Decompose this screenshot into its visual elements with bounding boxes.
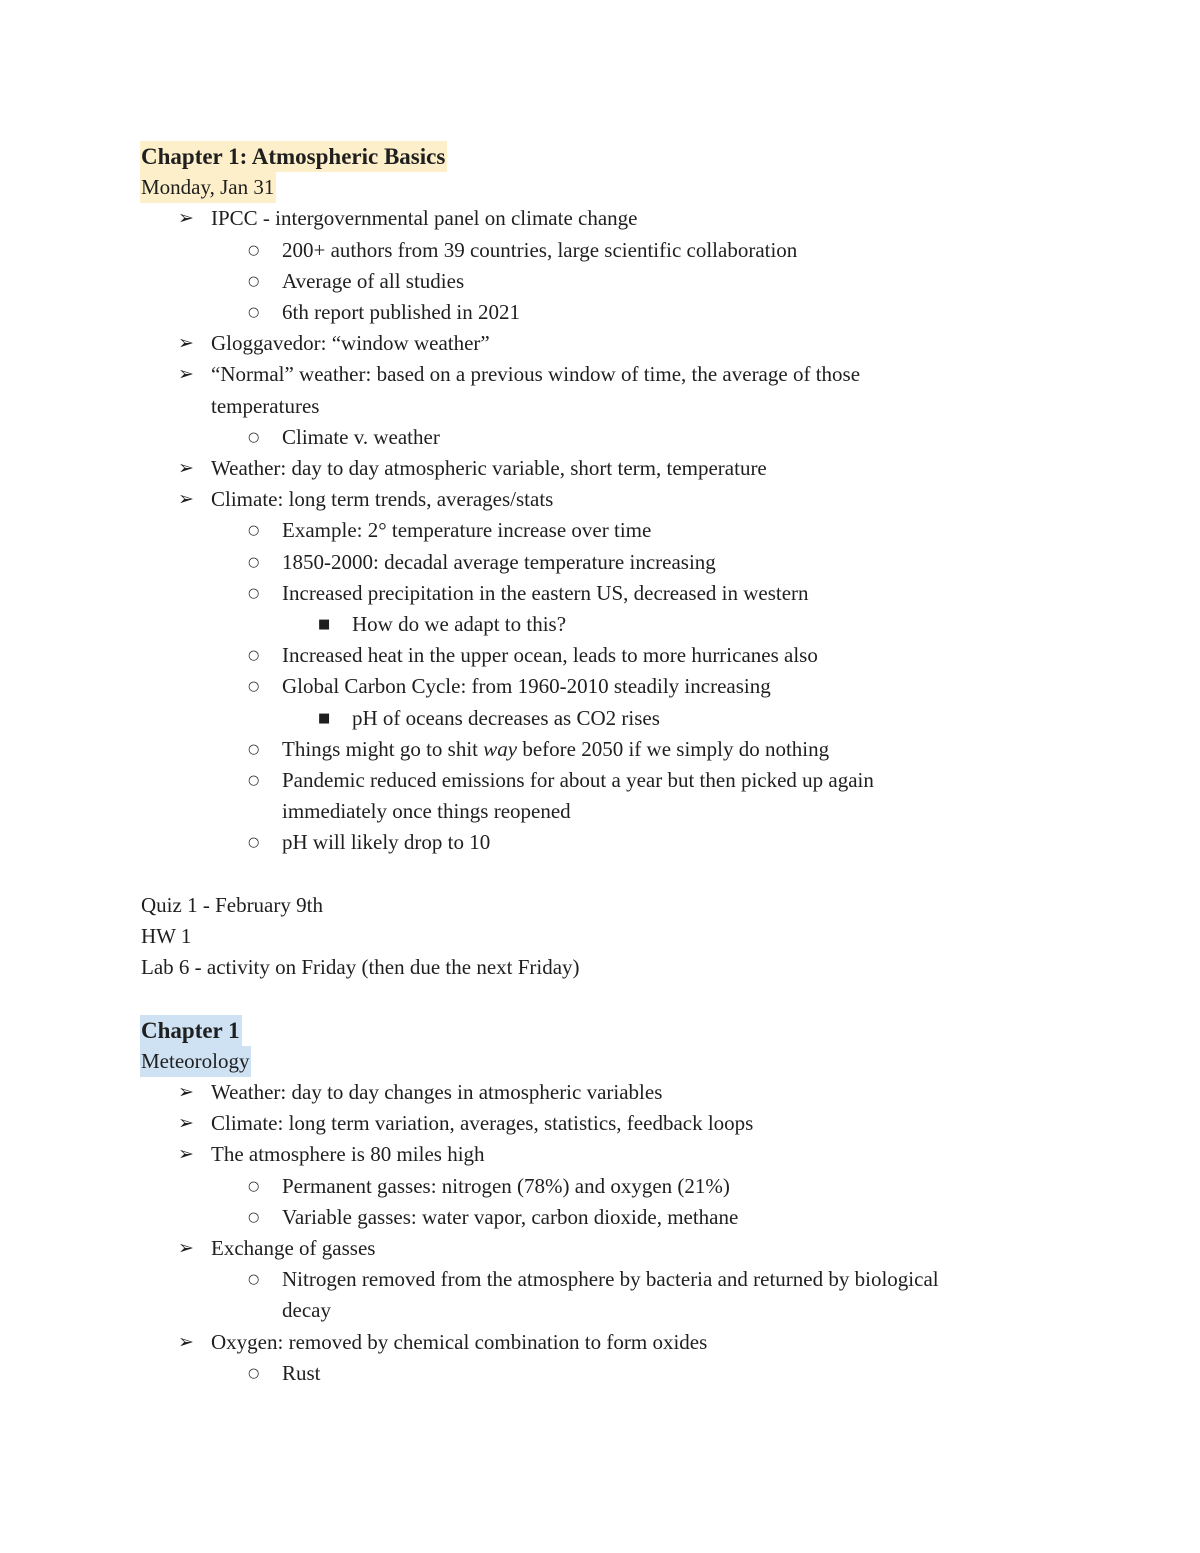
list-item [141,235,1061,266]
circle-bullet-icon: ○ [248,585,260,601]
section2-subtitle: Meteorology [140,1046,251,1077]
circle-bullet-icon: ○ [248,1178,260,1194]
list-item-text: Exchange of gasses [211,1236,376,1261]
arrow-bullet-icon: ➢ [178,488,194,511]
circle-bullet-icon: ○ [248,305,260,321]
list-item-continuation [141,391,1061,422]
list-item-text: Climate: long term variation, averages, statistics, feedback loops [211,1111,754,1136]
note-line [141,952,1061,983]
list-item [141,1171,1061,1202]
list-item-text: Weather: day to day atmospheric variable, short term, temperature [211,456,767,481]
list-item-text: Global Carbon Cycle: from 1960-2010 steadily increasing [282,674,771,699]
circle-bullet-icon: ○ [248,835,260,851]
circle-bullet-icon: ○ [248,1209,260,1225]
spacer [141,859,1061,890]
section1-title: Chapter 1: Atmospheric Basics [140,141,447,172]
list-item-text: How do we adapt to this? [352,612,567,637]
list-item [141,671,1061,702]
list-item-text: Weather: day to day changes in atmospheric variables [211,1080,663,1105]
list-item [141,640,1061,671]
list-item [141,827,1061,858]
list-item-text: 200+ authors from 39 countries, large scientific collaboration [282,237,798,262]
list-item-continuation [141,1295,1061,1326]
list-item-continuation [141,796,1061,827]
list-item [141,1264,1061,1295]
list-item [141,609,1061,640]
arrow-bullet-icon: ➢ [178,1330,194,1353]
circle-bullet-icon: ○ [248,429,260,445]
circle-bullet-icon: ○ [248,679,260,695]
circle-bullet-icon: ○ [248,648,260,664]
list-item-text-part: before 2050 if we simply do nothing [517,736,830,761]
list-item [141,203,1061,234]
list-item [141,266,1061,297]
circle-bullet-icon: ○ [248,1365,260,1381]
list-item-text: Climate v. weather [282,424,440,449]
arrow-bullet-icon: ➢ [178,1081,194,1104]
note-text: Lab 6 - activity on Friday (then due the next Friday) [141,955,580,980]
list-item [141,734,1061,765]
list-item-text: Increased heat in the upper ocean, leads to more hurricanes also [282,643,818,668]
arrow-bullet-icon: ➢ [178,363,194,386]
list-item [141,484,1061,515]
list-item-text: The atmosphere is 80 miles high [211,1142,485,1167]
arrow-bullet-icon: ➢ [178,207,194,230]
list-item-text: Example: 2° temperature increase over time [282,518,652,543]
list-item [141,1358,1061,1389]
list-item [141,1202,1061,1233]
list-item [141,297,1061,328]
list-item-text: “Normal” weather: based on a previous window of time, the average of those [211,362,861,387]
list-item-text: Nitrogen removed from the atmosphere by bacteria and returned by biological [282,1267,939,1292]
list-item-text: IPCC - intergovernmental panel on climate change [211,206,638,231]
list-item-text: Gloggavedor: “window weather” [211,331,490,356]
circle-bullet-icon: ○ [248,242,260,258]
arrow-bullet-icon: ➢ [178,1143,194,1166]
circle-bullet-icon: ○ [248,773,260,789]
note-text: HW 1 [141,924,192,949]
list-item [141,1327,1061,1358]
list-item [141,328,1061,359]
list-item [141,453,1061,484]
list-item-text: Increased precipitation in the eastern US, decreased in western [282,580,809,605]
list-item-text: 1850-2000: decadal average temperature increasing [282,549,716,574]
list-item-text: pH of oceans decreases as CO2 rises [352,705,660,730]
emphasized-text: way [483,736,518,761]
list-item-text: Climate: long term trends, averages/stats [211,487,554,512]
list-item-text: Rust [282,1360,321,1385]
list-item [141,359,1061,390]
spacer [141,983,1061,1014]
arrow-bullet-icon: ➢ [178,1112,194,1135]
list-item [141,765,1061,796]
square-bullet-icon: ■ [318,710,331,726]
list-item-text: Oxygen: removed by chemical combination to form oxides [211,1329,708,1354]
arrow-bullet-icon: ➢ [178,1237,194,1260]
section1-date-line [141,172,1061,203]
list-item-text: 6th report published in 2021 [282,300,520,325]
document-body [141,141,1061,1389]
list-item-text: Variable gasses: water vapor, carbon dioxide, methane [282,1204,739,1229]
list-item [141,703,1061,734]
circle-bullet-icon: ○ [248,741,260,757]
circle-bullet-icon: ○ [248,523,260,539]
list-item [141,515,1061,546]
list-item-text: pH will likely drop to 10 [282,830,491,855]
list-item-text-part: Things might go to shit [282,736,484,761]
list-item-text: immediately once things reopened [282,799,571,824]
arrow-bullet-icon: ➢ [178,332,194,355]
list-item-text: Permanent gasses: nitrogen (78%) and oxygen (21%) [282,1173,730,1198]
list-item [141,1233,1061,1264]
section1-title-line [141,141,1061,172]
list-item [141,578,1061,609]
circle-bullet-icon: ○ [248,273,260,289]
arrow-bullet-icon: ➢ [178,457,194,480]
section1-date: Monday, Jan 31 [140,172,276,203]
section2-title: Chapter 1 [140,1015,242,1046]
circle-bullet-icon: ○ [248,1272,260,1288]
circle-bullet-icon: ○ [248,554,260,570]
list-item [141,1139,1061,1170]
list-item-text: decay [282,1298,331,1323]
list-item-text: Average of all studies [282,268,465,293]
section2-subtitle-line [141,1046,1061,1077]
section2-title-line [141,1015,1061,1046]
list-item [141,1077,1061,1108]
note-line [141,921,1061,952]
list-item [141,1108,1061,1139]
note-text: Quiz 1 - February 9th [141,892,323,917]
list-item-text: Pandemic reduced emissions for about a year but then picked up again [282,768,874,793]
square-bullet-icon: ■ [318,617,331,633]
list-item [141,422,1061,453]
list-item [141,547,1061,578]
note-line [141,890,1061,921]
list-item-text: temperatures [211,393,320,418]
